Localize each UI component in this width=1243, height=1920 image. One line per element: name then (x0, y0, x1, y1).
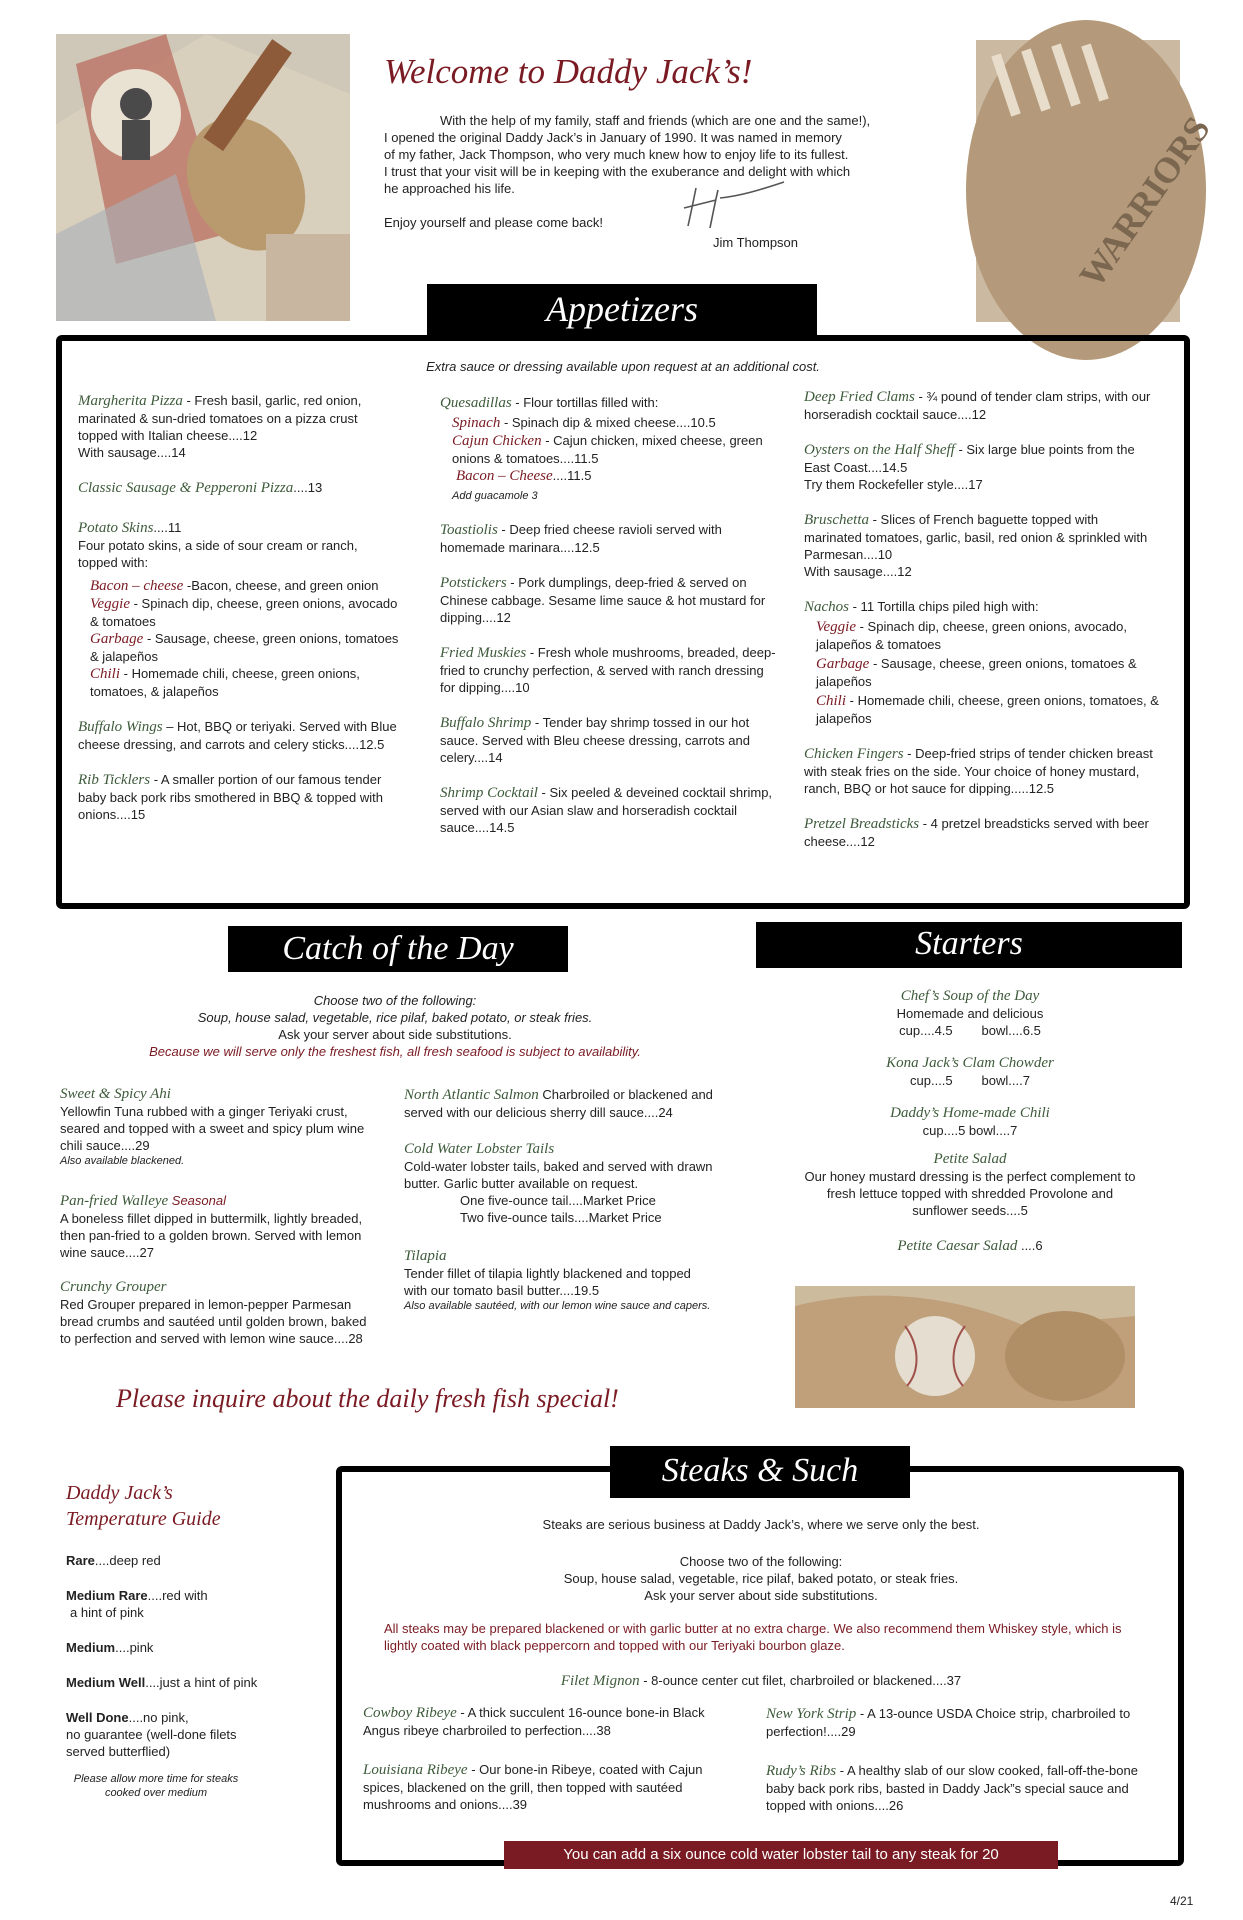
sub-item-name: Veggie (816, 619, 856, 635)
appetizers-col-3 (804, 388, 1159, 868)
item-name: Nachos (804, 599, 849, 615)
fish-special: Please inquire about the daily fresh fish special! (116, 1384, 619, 1413)
menu-item (78, 392, 400, 461)
welcome-line: I trust that your visit will be in keeping with the exuberance and delight with which (384, 164, 851, 179)
item-name: Buffalo Wings (78, 719, 163, 735)
item-name: Potato Skins (78, 520, 154, 536)
item-note: Also available sautéed, with our lemon wine sauce and capers. (404, 1300, 711, 1312)
item-option: One five-ounce tail....Market Price (460, 1193, 656, 1208)
item-name: Shrimp Cocktail (440, 785, 538, 801)
guide-label: Medium Well (66, 1675, 146, 1690)
item-name: Tilapia (404, 1248, 447, 1264)
menu-item (78, 519, 400, 700)
menu-item (766, 1762, 1152, 1814)
sub-item-desc: - Spinach dip, cheese, green onions, avocado & tomatoes (90, 596, 398, 629)
item-desc: - A healthy slab of our slow cooked, fall-off-the-bone baby back pork ribs, basted in Daddy Jack”s special sauce and topped with onions....26 (766, 1763, 1138, 1813)
guide-desc: ....deep red (94, 1553, 161, 1568)
item-desc: Tender fillet of tilapia lightly blackened and topped with our tomato basil butter....19.5 (404, 1266, 691, 1298)
item-option: Two five-ounce tails....Market Price (460, 1210, 662, 1225)
welcome-line: he approached his life. (384, 181, 515, 196)
catch-col-1 (60, 1086, 370, 1365)
item-desc: - Pork dumplings, deep-fried & served on Chinese cabbage. Sesame lime sauce & hot mustard for dipping....12 (440, 575, 766, 625)
seasonal-tag: Seasonal (168, 1193, 226, 1208)
catch-col-2 (404, 1086, 714, 1331)
guide-desc: a hint of pink (70, 1605, 144, 1620)
guide-row (66, 1587, 296, 1621)
football-image (976, 40, 1218, 322)
page-number: 4/21 (1170, 1894, 1194, 1908)
menu-item (404, 1248, 714, 1313)
sub-item-name: Garbage (816, 656, 870, 672)
menu-item (404, 1086, 714, 1121)
item-desc: - 4 pretzel breadsticks served with beer cheese....12 (804, 816, 1149, 849)
warriors-text: WARRIORS (1071, 109, 1218, 295)
sub-item (452, 432, 780, 467)
sub-item-price: ....11.5 (552, 468, 592, 483)
sub-item-desc: - Spinach dip, cheese, green onions, avocado, jalapeños & tomatoes (816, 619, 1127, 652)
steaks-intro (356, 1516, 1166, 1604)
guide-label: Rare (66, 1553, 95, 1568)
steaks-choose-line: Ask your server about side substitutions. (644, 1588, 878, 1603)
item-extra: With sausage....12 (804, 564, 912, 579)
item-name: Rudy’s Ribs (766, 1763, 837, 1779)
item-name: Bruschetta (804, 512, 869, 528)
menu-item (363, 1761, 735, 1813)
item-desc: Homemade and delicious (896, 1006, 1044, 1021)
catch-intro-line: Soup, house salad, vegetable, rice pilaf, baked potato, or steak fries. (197, 1010, 593, 1025)
steaks-intro-line: Steaks are serious business at Daddy Jack’s, where we serve only the best. (542, 1517, 980, 1532)
item-note: Also available blackened. (60, 1155, 185, 1167)
guide-row (66, 1674, 296, 1691)
lobster-addon-bar: You can add a six ounce cold water lobster tail to any steak for 20 (504, 1841, 1058, 1869)
item-desc: - Fresh basil, garlic, red onion, marinated & sun-dried tomatoes on a pizza crust topped with Italian cheese....12 (78, 393, 362, 443)
item-name: Toastiolis (440, 522, 498, 538)
menu-item (60, 1192, 370, 1261)
item-name: Cold Water Lobster Tails (404, 1141, 555, 1157)
menu-item (440, 394, 780, 503)
menu-item (804, 511, 1159, 580)
guide-label: Well Done (66, 1710, 129, 1725)
item-price: cup....5 bowl....7 (922, 1123, 1018, 1138)
sub-item-desc: - Homemade chili, cheese, green onions, tomatoes, & jalapeños (90, 666, 360, 699)
item-desc: - A smaller portion of our famous tender baby back pork ribs smothered in BBQ & topped with onions....15 (78, 772, 383, 822)
menu-item (804, 388, 1159, 423)
item-desc: Charbroiled or blackened and served with our delicious sherry dill sauce....24 (404, 1087, 713, 1120)
steaks-blackened-note: All steaks may be prepared blackened or with garlic butter at no extra charge. We also recommend them Whiskey style, which is lightly coated with black peppercorn and topped with our Teriyaki bourbon glaze. (384, 1621, 1122, 1653)
item-desc: - 8-ounce center cut filet, charbroiled or blackened....37 (639, 1673, 962, 1688)
menu-item (78, 771, 400, 823)
temperature-guide (66, 1480, 296, 1800)
menu-item (804, 815, 1159, 850)
steaks-choose-line: Soup, house salad, vegetable, rice pilaf, baked potato, or steak fries. (563, 1571, 959, 1586)
starter-item (790, 1151, 1150, 1219)
sub-item (90, 595, 400, 630)
starters-banner: Starters (756, 922, 1182, 968)
item-desc: Our honey mustard dressing is the perfect complement to fresh lettuce topped with shredded Provolone and sunflower seeds....5 (804, 1169, 1136, 1218)
sub-item-name: Cajun Chicken (452, 433, 542, 449)
item-name: Rib Ticklers (78, 772, 151, 788)
item-name: Classic Sausage & Pepperoni Pizza (78, 480, 294, 496)
catch-intro (40, 992, 750, 1060)
steaks-col-2 (766, 1705, 1152, 1832)
menu-item (404, 1141, 714, 1226)
sub-item-name: Garbage (90, 631, 144, 647)
item-extra: With sausage....14 (78, 445, 186, 460)
sub-item-desc: - Sausage, cheese, green onions, tomatoes & jalapeños (816, 656, 1137, 689)
menu-item (60, 1086, 370, 1168)
item-name: Quesadillas (440, 395, 512, 411)
item-name: Deep Fried Clams (804, 389, 915, 405)
guide-desc: ....no pink, (128, 1710, 189, 1725)
sub-item-name: Chili (90, 666, 121, 682)
menu-item (804, 441, 1159, 493)
item-name: Filet Mignon (560, 1673, 640, 1689)
catch-banner: Catch of the Day (228, 926, 568, 972)
item-extra: Try them Rockefeller style....17 (804, 477, 983, 492)
sub-item-name: Spinach (452, 415, 501, 431)
item-price: cup....4.5 bowl....6.5 (899, 1023, 1041, 1038)
sub-item (816, 655, 1159, 690)
item-name: Oysters on the Half Sheff (804, 442, 955, 458)
item-name: Buffalo Shrimp (440, 715, 532, 731)
appetizers-note: Extra sauce or dressing available upon request at an additional cost. (426, 359, 820, 374)
sub-item-name: Veggie (90, 596, 130, 612)
sub-item-name: Bacon – Cheese (456, 468, 553, 484)
item-desc: - Deep-fried strips of tender chicken breast with steak fries on the side. Your choice of honey mustard, ranch, BBQ or hot sauce for dipping.....12.5 (804, 746, 1153, 796)
item-name: North Atlantic Salmon (404, 1087, 539, 1103)
guide-desc: ....red with (147, 1588, 208, 1603)
guide-note: Please allow more time for steaks cooked over medium (73, 1773, 239, 1799)
sub-item (452, 467, 780, 485)
item-desc: - Tender bay shrimp tossed in our hot sauce. Served with Bleu cheese dressing, carrots and celery....14 (440, 715, 751, 765)
item-name: Crunchy Grouper (60, 1279, 167, 1295)
catch-availability: Because we will serve only the freshest fish, all fresh seafood is subject to availability. (149, 1044, 641, 1059)
menu-item (440, 574, 780, 626)
starter-item (790, 1237, 1150, 1255)
welcome-letter (384, 112, 924, 197)
guide-row (66, 1552, 296, 1569)
menu-item (804, 598, 1159, 727)
signature (680, 178, 790, 238)
catch-intro-line: Ask your server about side substitutions. (278, 1027, 512, 1042)
menu-item (804, 745, 1159, 797)
menu-item (440, 784, 780, 836)
sub-item (816, 692, 1159, 727)
item-desc: - A 13-ounce USDA Choice strip, charbroiled to perfection!....29 (766, 1706, 1131, 1739)
item-name: Petite Caesar Salad (897, 1238, 1018, 1254)
item-name: Kona Jack’s Clam Chowder (886, 1055, 1054, 1071)
item-desc: Four potato skins, a side of sour cream or ranch, topped with: (78, 538, 358, 570)
welcome-line: I opened the original Daddy Jack’s in January of 1990. It was named in memory (384, 130, 842, 145)
item-desc: Cold-water lobster tails, baked and served with drawn butter. Garlic butter available on request. (404, 1159, 713, 1191)
welcome-closing: Enjoy yourself and please come back! (384, 215, 603, 230)
signature-name: Jim Thompson (713, 235, 799, 250)
item-desc: A boneless fillet dipped in buttermilk, lightly breaded, then pan-fried to a golden brown. Served with lemon wine sauce....27 (60, 1211, 363, 1260)
starter-item (790, 988, 1150, 1039)
appetizers-col-2 (440, 394, 780, 854)
item-name: Sweet & Spicy Ahi (60, 1086, 171, 1102)
item-name: Chef’s Soup of the Day (900, 988, 1040, 1004)
item-desc: - Fresh whole mushrooms, breaded, deep-fried to crunchy perfection, & served with ranch dressing for dipping....10 (440, 645, 776, 695)
appetizers-col-1 (78, 392, 400, 841)
guide-row (66, 1639, 296, 1656)
item-name: New York Strip (766, 1706, 857, 1722)
sub-item-desc: - Sausage, cheese, green onions, tomatoes & jalapeños (90, 631, 399, 664)
item-desc: - ¾ pound of tender clam strips, with our horseradish cocktail sauce....12 (804, 389, 1151, 422)
guide-title: Daddy Jack’s (66, 1482, 173, 1504)
sub-item-name: Bacon – cheese (90, 578, 184, 594)
sub-item-name: Chili (816, 693, 847, 709)
menu-item (78, 479, 400, 497)
item-desc: - A thick succulent 16-ounce bone-in Black Angus ribeye charbroiled to perfection....38 (363, 1705, 705, 1738)
guide-subtitle: Temperature Guide (66, 1508, 221, 1530)
sports-collage-left (56, 34, 350, 321)
guide-desc: ....pink (115, 1640, 154, 1655)
menu-item (440, 644, 780, 696)
item-name: Louisiana Ribeye (363, 1762, 468, 1778)
item-name: Pan-fried Walleye (60, 1193, 169, 1209)
guide-desc: no guarantee (well-done filets served butterflied) (66, 1727, 237, 1759)
sub-item (90, 665, 400, 700)
menu-item (766, 1705, 1152, 1740)
steaks-col-1 (363, 1704, 735, 1831)
menu-item (60, 1279, 370, 1347)
item-desc: - Six large blue points from the East Coast....14.5 (804, 442, 1135, 475)
item-name: Fried Muskies (440, 645, 527, 661)
sub-item-desc: - Spinach dip & mixed cheese....10.5 (500, 415, 716, 430)
welcome-line: With the help of my family, staff and friends (which are one and the same!), (440, 113, 871, 128)
item-name: Daddy’s Home-made Chili (890, 1105, 1050, 1121)
starter-item (790, 1055, 1150, 1089)
item-desc: - Flour tortillas filled with: (511, 395, 659, 410)
item-name: Petite Salad (933, 1151, 1007, 1167)
item-price: ....6 (1017, 1238, 1043, 1253)
sub-item (90, 630, 400, 665)
item-desc: Red Grouper prepared in lemon-pepper Parmesan bread crumbs and sautéed until golden brown, baked to perfection and served with lemon wine sauce....28 (60, 1297, 367, 1346)
guide-label: Medium Rare (66, 1588, 148, 1603)
sub-item-desc: -Bacon, cheese, and green onion (183, 578, 379, 593)
menu-item (78, 718, 400, 753)
guide-desc: ....just a hint of pink (145, 1675, 258, 1690)
menu-item (440, 714, 780, 766)
item-price: ....13 (293, 480, 323, 495)
menu-item (363, 1704, 735, 1739)
guide-row (66, 1709, 296, 1760)
guide-label: Medium (66, 1640, 116, 1655)
item-desc: - Our bone-in Ribeye, coated with Cajun spices, blackened on the grill, then topped with sautéed mushrooms and onions....39 (363, 1762, 703, 1812)
item-name: Potstickers (440, 575, 507, 591)
item-desc: - Six peeled & deveined cocktail shrimp, served with our Asian slaw and horseradish cocktail sauce....14.5 (440, 785, 773, 835)
sub-item (90, 577, 400, 595)
item-name: Pretzel Breadsticks (804, 816, 920, 832)
item-desc: – Hot, BBQ or teriyaki. Served with Blue cheese dressing, and carrots and celery sticks....12.5 (78, 719, 397, 752)
steaks-banner: Steaks & Such (610, 1446, 910, 1498)
item-price: cup....5 bowl....7 (910, 1073, 1030, 1088)
filet-item (356, 1672, 1166, 1690)
sub-item (452, 414, 780, 432)
steaks-choose-line: Choose two of the following: (679, 1554, 843, 1569)
item-desc: - Slices of French baguette topped with marinated tomatoes, garlic, basil, red onion & sprinkled with Parmesan....10 (804, 512, 1148, 562)
item-desc: - Deep fried cheese ravioli served with homemade marinara....12.5 (440, 522, 722, 555)
item-desc: Yellowfin Tuna rubbed with a ginger Teriyaki crust, seared and topped with a sweet and spicy plum wine chili sauce....29 (60, 1104, 365, 1153)
sub-item (816, 618, 1159, 653)
starter-item (790, 1105, 1150, 1139)
welcome-title: Welcome to Daddy Jack’s! (384, 52, 753, 91)
item-name: Chicken Fingers (804, 746, 904, 762)
starters-list (790, 988, 1150, 1255)
item-note: Add guacamole 3 (452, 490, 538, 502)
item-name: Margherita Pizza (78, 393, 183, 409)
baseball-glove-image (795, 1286, 1135, 1408)
sub-item-desc: - Cajun chicken, mixed cheese, green onions & tomatoes....11.5 (452, 433, 763, 466)
appetizers-banner: Appetizers (427, 284, 817, 336)
sub-item-desc: - Homemade chili, cheese, green onions, tomatoes, & jalapeños (816, 693, 1159, 726)
item-desc: - 11 Tortilla chips piled high with: (849, 599, 1039, 614)
menu-item (440, 521, 780, 556)
catch-intro-line: Choose two of the following: (313, 993, 477, 1008)
welcome-line: of my father, Jack Thompson, who very much knew how to enjoy life to its fullest. (384, 147, 849, 162)
item-price: ....11 (153, 520, 182, 535)
item-name: Cowboy Ribeye (363, 1705, 457, 1721)
